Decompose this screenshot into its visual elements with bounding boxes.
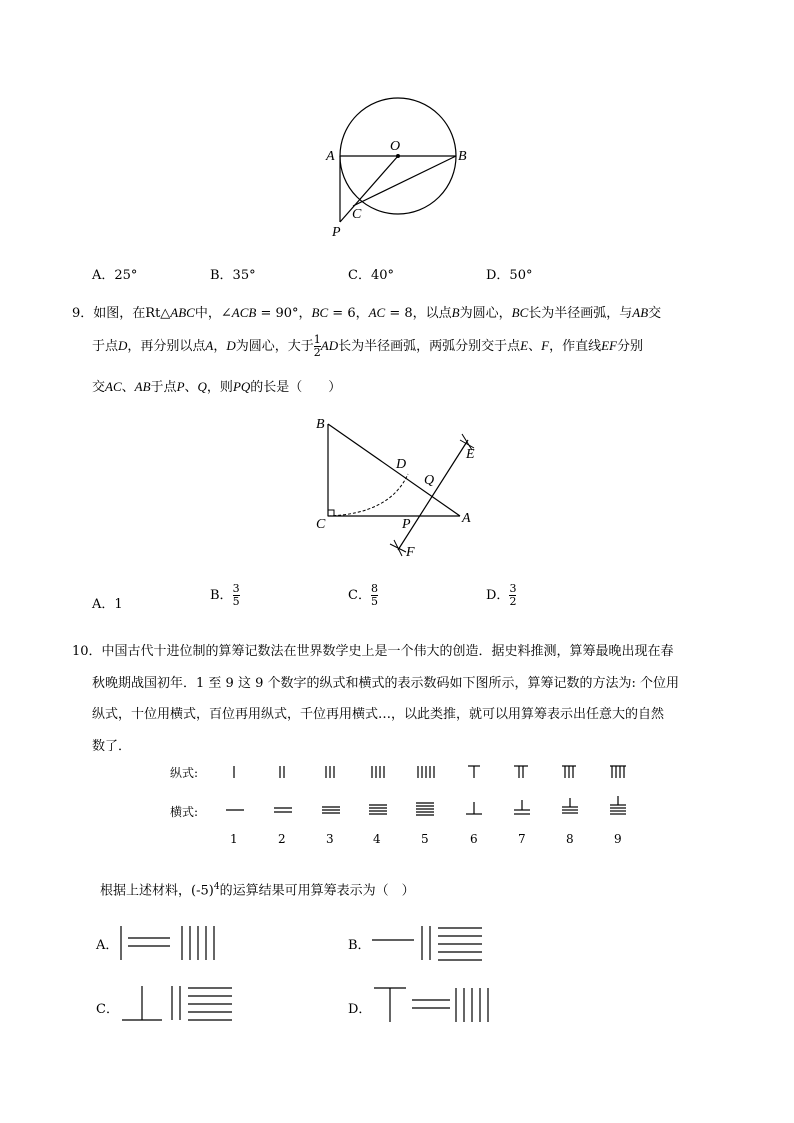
q9-line3: 交AC、AB于点P、Q，则PQ的长是（ ） (92, 379, 342, 395)
rod-vertical-label: 纵式: (170, 766, 199, 780)
q10-option-b-rods (370, 924, 490, 964)
rod-vertical-2 (280, 766, 284, 778)
rod-vertical-9 (610, 766, 626, 778)
rod-numeral-table (214, 758, 634, 828)
q9-option-a: A．1 (92, 597, 123, 612)
rod-digit-9: 9 (614, 832, 622, 846)
rod-digit-5: 5 (421, 832, 429, 846)
q8-option-c: C．40° (348, 268, 394, 283)
rod-vertical-5 (418, 766, 434, 778)
q9-label-b: B (316, 417, 325, 432)
q10-line1: 10．中国古代十进位制的算筹记数法在世界数学史上是一个伟大的创造．据史料推测，算筹最晚出现在春 (72, 644, 674, 659)
q9-line2: 于点D，再分别以点A，D为圆心，大于 $\frac{1}{2}$ AD长为半径画弧，两弧分别交于点E、F，作直线EF分别 (92, 333, 643, 359)
q9-label-f: F (406, 545, 415, 560)
q9-right-angle-mark (328, 510, 334, 516)
q9-option-c: C． $\frac{8}{5}$ (348, 582, 378, 608)
rod-digit-3: 3 (326, 832, 334, 846)
q8-center-dot (396, 154, 400, 158)
q10-question: 根据上述材料，$(-5)^4$的运算结果可用算筹表示为（ ） (100, 882, 415, 899)
q9-label-a: A (462, 511, 471, 526)
q9-figure (310, 410, 490, 570)
rod-digit-6: 6 (470, 832, 478, 846)
q9-line-ef (398, 440, 468, 550)
q9-fraction-half: $\frac{1}{2}$ (313, 333, 321, 359)
rod-digit-7: 7 (518, 832, 526, 846)
q10-option-a-rods (118, 924, 228, 964)
rod-horizontal-5 (416, 803, 434, 815)
q10-option-d-label: D． (348, 1002, 372, 1017)
q10-line2: 秋晚期战国初年．1 至 9 这 9 个数字的纵式和横式的表示数码如下图所示，算筹记数的方法为: 个位用 (92, 676, 679, 691)
q9-arc-cd (328, 474, 408, 516)
q9-side-ab (328, 424, 460, 516)
q9-arc-mark-f2 (394, 540, 402, 556)
q9-label-e: E (466, 447, 475, 462)
q9-label-c: C (316, 517, 326, 532)
rod-vertical-8 (562, 766, 576, 778)
rod-vertical-6 (468, 766, 480, 778)
q10-line4: 数了． (92, 739, 132, 754)
q8-segment-cb (353, 156, 456, 206)
rod-vertical-4 (372, 766, 384, 778)
q8-label-o: O (390, 139, 401, 154)
q8-label-a: A (326, 149, 335, 164)
q10-option-b-label: B． (348, 938, 371, 953)
q8-label-b: B (458, 149, 467, 164)
rod-digit-1: 1 (230, 832, 238, 846)
rod-digit-8: 8 (566, 832, 574, 846)
rod-horizontal-2 (274, 808, 292, 812)
rod-horizontal-label: 横式: (170, 805, 199, 819)
rod-horizontal-7 (514, 800, 530, 814)
q9-label-p: P (402, 517, 411, 532)
rod-horizontal-3 (322, 807, 340, 813)
rod-horizontal-9 (610, 796, 626, 814)
q8-figure (320, 90, 480, 240)
q8-option-b: B．35° (210, 268, 256, 283)
q10-option-d-rods (370, 984, 494, 1026)
rod-horizontal-6 (466, 802, 482, 814)
q9-label-d: D (396, 457, 407, 472)
rod-digit-4: 4 (373, 832, 381, 846)
rod-vertical-3 (326, 766, 334, 778)
rod-horizontal-8 (562, 798, 578, 813)
q8-label-p: P (332, 225, 341, 240)
q10-line3: 纵式，十位用横式，百位再用纵式，千位再用横式…，以此类推，就可以用算筹表示出任意大的自然 (92, 707, 665, 722)
q9-option-b: B． $\frac{3}{5}$ (210, 582, 240, 608)
q10-option-c-label: C． (96, 1002, 119, 1017)
q9-option-d: D． $\frac{3}{2}$ (486, 582, 517, 608)
q10-option-c-rods (118, 984, 238, 1026)
q9-label-q: Q (424, 473, 435, 488)
q10-option-a-label: A． (96, 938, 119, 953)
rod-vertical-7 (514, 766, 528, 778)
q8-option-d: D．50° (486, 268, 533, 283)
rod-digit-2: 2 (278, 832, 286, 846)
q8-option-a: A．25° (92, 268, 138, 283)
q8-label-c: C (352, 207, 362, 222)
rod-horizontal-4 (369, 805, 387, 814)
q9-line1: 9．如图，在Rt△ABC中，∠ACB = 90°，BC = 6，AC = 8，以点B为圆心，BC长为半径画弧，与AB交 (72, 305, 662, 321)
